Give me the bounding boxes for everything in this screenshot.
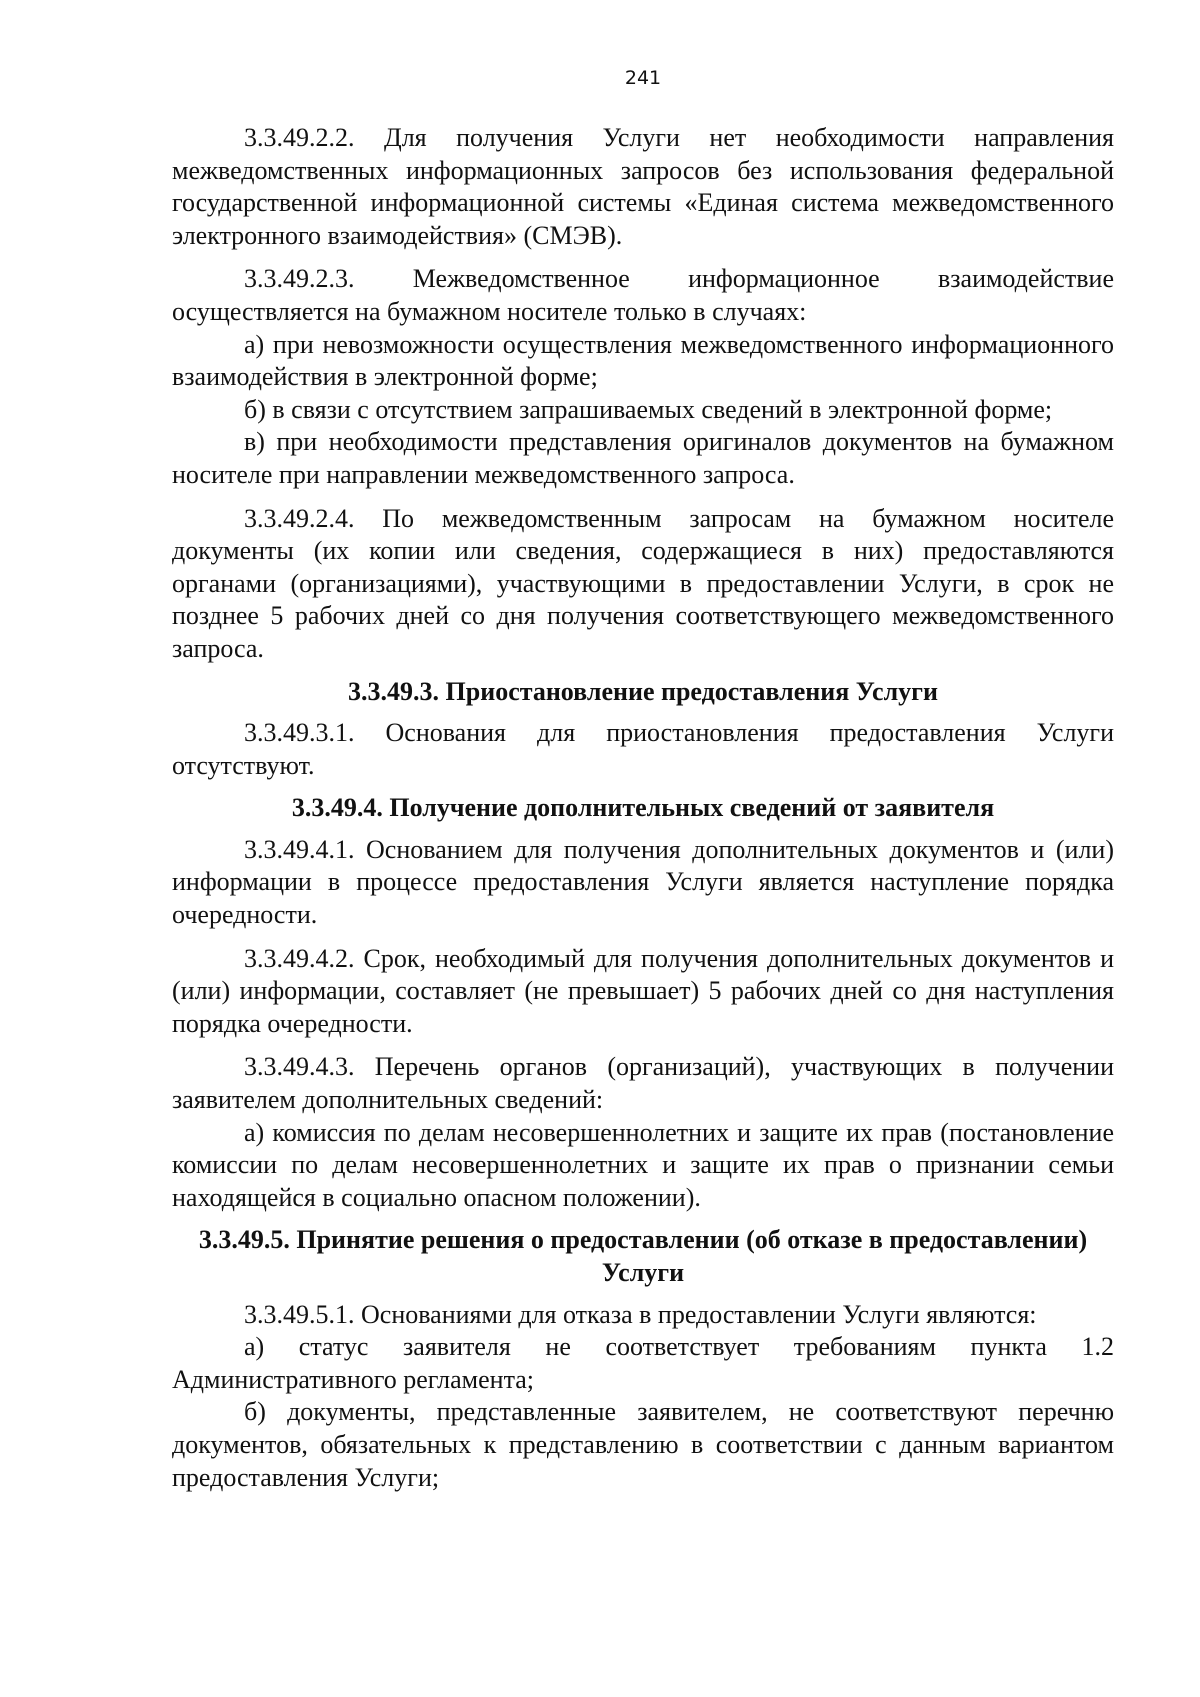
list-item-b-refusal: б) документы, представленные заявителем, не соответствуют перечню документов, обязательных к представлению в соответствии с данным вариантом предоставления Услуги; — [172, 1397, 1114, 1492]
list-item-a-commission: а) комиссия по делам несовершеннолетних и защите их прав (постановление комиссии по делам несовершеннолетних и защите их прав о признании семьи находящейся в социально опасном положении). — [172, 1117, 1114, 1212]
section-heading-3-3-49-3: 3.3.49.3. Приостановление предоставления Услуги — [348, 676, 938, 706]
paragraph-3-3-49-2-2: 3.3.49.2.2. Для получения Услуги нет необходимости направления межведомственных информационных запросов без использования федеральной государственной информационной системы «Единая система межведомственного электронного взаимодействия» (СМЭВ). — [172, 123, 1114, 250]
paragraph-3-3-49-2-3: 3.3.49.2.3. Межведомственное информационное взаимодействие осуществляется на бумажном носителе только в случаях: — [172, 264, 1114, 326]
paragraph-3-3-49-4-3: 3.3.49.4.3. Перечень органов (организаций), участвующих в получении заявителем дополнительных сведений: — [172, 1052, 1114, 1115]
document-page — [172, 66, 1114, 1494]
page-number: 241 — [624, 67, 662, 89]
list-item-a-paper-cases: а) при невозможности осуществления межведомственного информационного взаимодействия в электронной форме; — [172, 329, 1114, 392]
paragraph-3-3-49-5-1: 3.3.49.5.1. Основаниями для отказа в предоставлении Услуги являются: — [244, 1299, 1037, 1329]
section-heading-3-3-49-4: 3.3.49.4. Получение дополнительных сведений от заявителя — [291, 793, 995, 823]
paragraph-3-3-49-2-4: 3.3.49.2.4. По межведомственным запросам на бумажном носителе документы (их копии или сведения, содержащиеся в них) предоставляются органами (организациями), участвующими в предоставлении Услуги, в срок не позднее 5 рабочих дней со дня получения соответствующего межведомственного запроса. — [172, 503, 1114, 663]
section-heading-3-3-49-5: 3.3.49.5. Принятие решения о предоставлении (об отказе в предоставлении) Услуги — [198, 1225, 1088, 1287]
paragraph-3-3-49-3-1: 3.3.49.3.1. Основания для приостановления предоставления Услуги отсутствуют. — [172, 718, 1114, 780]
list-item-b-paper-cases: б) в связи с отсутствием запрашиваемых сведений в электронной форме; — [244, 394, 1053, 424]
list-item-a-refusal: а) статус заявителя не соответствует требованиям пункта 1.2 Административного регламента; — [172, 1332, 1114, 1394]
paragraph-3-3-49-4-2: 3.3.49.4.2. Срок, необходимый для получения дополнительных документов и (или) информации, составляет (не превышает) 5 рабочих дней со дня наступления порядка очередности. — [172, 943, 1114, 1038]
list-item-v-paper-cases: в) при необходимости представления оригиналов документов на бумажном носителе при направлении межведомственного запроса. — [172, 427, 1114, 489]
paragraph-3-3-49-4-1: 3.3.49.4.1. Основанием для получения дополнительных документов и (или) информации в процессе предоставления Услуги является наступление порядка очередности. — [172, 834, 1114, 930]
